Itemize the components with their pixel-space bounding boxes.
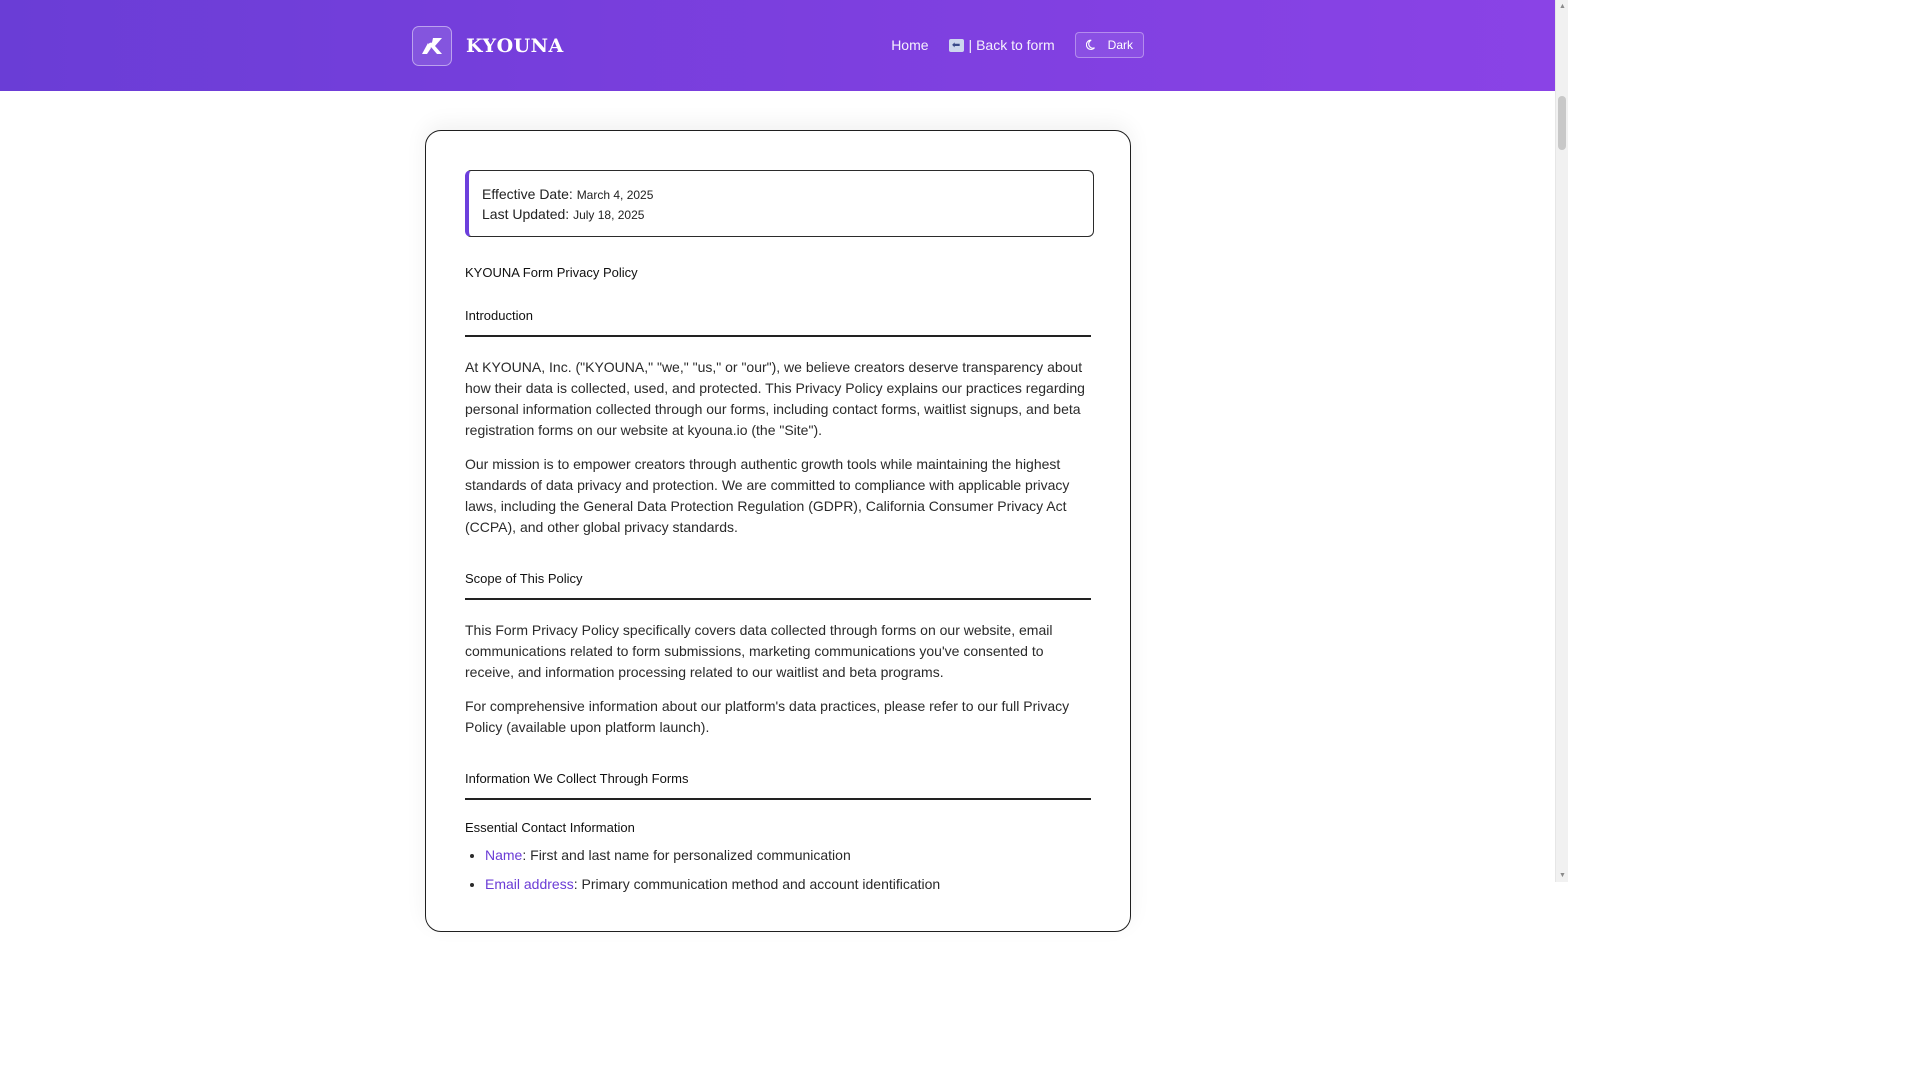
dark-mode-label: Dark: [1107, 38, 1133, 52]
scope-paragraph-1: This Form Privacy Policy specifically covers data collected through forms on our website, email communications related to form submissions, marketing communications you've consented to receive, and information processing related to our waitlist and beta programs.: [465, 622, 1053, 680]
scope-paragraph-2: For comprehensive information about our platform's data practices, please refer to our full Privacy Policy (available upon platform launch).: [465, 698, 1070, 735]
back-to-form-link[interactable]: [949, 37, 1055, 53]
back-to-form-label: | Back to form: [968, 37, 1055, 53]
list-item-term: Email address: [485, 876, 574, 892]
section-heading-information-collected: Information We Collect Through Forms: [465, 771, 1091, 800]
last-updated-line: [482, 206, 644, 222]
scrollbar-thumb[interactable]: [1558, 96, 1566, 150]
site-header: [0, 0, 1556, 91]
list-item-desc: : First and last name for personalized communication: [522, 847, 851, 863]
scroll-down-arrow-icon[interactable]: ▼: [1559, 872, 1566, 879]
page-scrollbar[interactable]: [1555, 0, 1568, 882]
section-heading-introduction: Introduction: [465, 308, 1091, 337]
intro-paragraph-1: At KYOUNA, Inc. ("KYOUNA," "we," "us," or "our"), we believe creators deserve transparency about how their data is collected, used, and protected. This Privacy Policy explains our practices regarding personal information collected through our forms, including contact forms, waitlist signups, and beta registration forms on our website at kyouna.io (the "Site").: [465, 359, 1085, 438]
list-item-term: Name: [485, 847, 523, 863]
last-updated-value: July 18, 2025: [573, 208, 645, 222]
dark-mode-toggle-button[interactable]: [1075, 32, 1144, 58]
collected-info-list: [465, 845, 1091, 895]
brand[interactable]: [412, 26, 564, 66]
scroll-up-arrow-icon[interactable]: ▲: [1559, 3, 1566, 10]
list-item-desc: : Primary communication method and account identification: [573, 876, 941, 892]
top-nav: [891, 31, 1144, 59]
back-arrow-icon: ⬅: [949, 39, 964, 52]
effective-date-line: [482, 186, 653, 202]
last-updated-label: Last Updated:: [482, 206, 570, 222]
intro-paragraph-2: Our mission is to empower creators through authentic growth tools while maintaining the highest standards of data privacy and protection. We are committed to compliance with applicable privacy laws, including the General Data Protection Regulation (GDPR), California Consumer Privacy Act (CCPA), and other global privacy standards.: [465, 456, 1070, 535]
section-heading-scope: Scope of This Policy: [465, 571, 1091, 600]
list-item: [485, 845, 1091, 866]
moon-icon: [1086, 39, 1098, 51]
kyouna-logo-icon[interactable]: [412, 26, 452, 66]
brand-name: KYOUNA: [466, 35, 564, 57]
policy-content: [465, 261, 1091, 903]
effective-date-value: March 4, 2025: [576, 188, 654, 202]
nav-home-link[interactable]: Home: [891, 37, 929, 53]
subheading-essential-contact: Essential Contact Information: [465, 820, 635, 835]
policy-dates-box: [465, 170, 1094, 237]
list-item: [485, 874, 1091, 895]
policy-card: [425, 130, 1131, 932]
effective-date-label: Effective Date:: [482, 186, 573, 202]
page-title: KYOUNA Form Privacy Policy: [465, 265, 638, 280]
